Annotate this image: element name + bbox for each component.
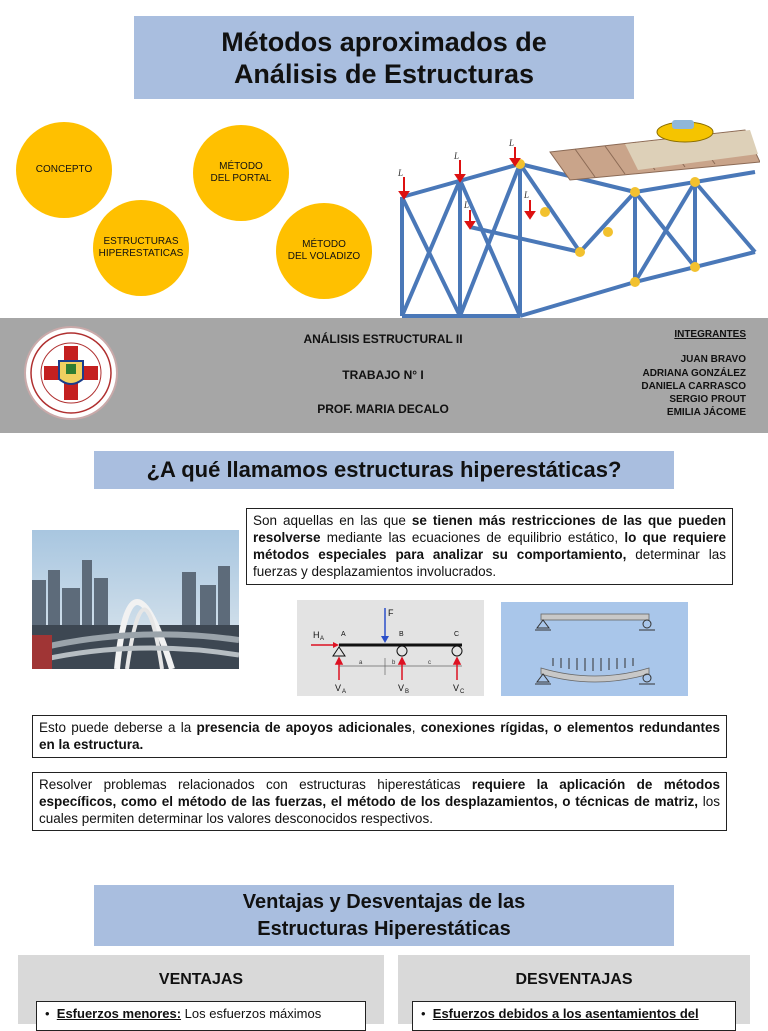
circle-concepto-label: CONCEPTO xyxy=(35,164,93,175)
car-icon xyxy=(657,120,713,142)
pros-cons-line-1: Ventajas y Desventajas de las xyxy=(242,890,526,913)
va-label: V xyxy=(335,683,342,693)
ventajas-title: VENTAJAS xyxy=(158,971,244,988)
professor-name: PROF. MARIA DECALO xyxy=(317,402,449,416)
desventajas-list xyxy=(412,1001,736,1031)
pros-cons-heading xyxy=(94,885,674,946)
university-seal xyxy=(24,326,118,420)
bridge-city-photo xyxy=(32,530,239,669)
vc-label: V xyxy=(453,683,460,693)
causes-bold-2: conexiones rígidas, o elementos redundantes en la estructura. xyxy=(39,720,720,752)
page-title xyxy=(134,16,634,99)
load-label-1: L xyxy=(398,168,404,178)
solve-text-1: Resolver problemas relacionados con estructuras hiperestáticas xyxy=(39,777,472,792)
ha-label: H xyxy=(313,630,320,640)
definition-text-2: mediante las ecuaciones de equilibrio estático, xyxy=(320,530,625,545)
circle-estructuras-label: ESTRUCTURAS HIPERESTATICAS xyxy=(98,236,184,259)
definition-text-3: determinar las fuerzas y desplazamientos involucrados. xyxy=(253,547,726,579)
solve-bold-1: requiere la aplicación de métodos específicos, como el método de las fuerzas, el método de los desplazamientos, o técnicas de matriz, xyxy=(39,777,720,809)
causes-box xyxy=(32,715,727,758)
circle-estructuras-hiperestaticas[interactable] xyxy=(93,200,189,296)
vb-subscript: B xyxy=(405,689,410,695)
ventajas-panel xyxy=(18,955,384,1024)
bullet-icon: • xyxy=(421,1006,433,1021)
member-4: SERGIO PROUT xyxy=(669,394,746,405)
node-a-label: A xyxy=(341,631,346,638)
vc-subscript: C xyxy=(460,689,465,695)
segment-c: c xyxy=(428,660,431,666)
member-1: JUAN BRAVO xyxy=(680,354,746,365)
load-label-3: L xyxy=(509,138,515,148)
vb-label: V xyxy=(398,683,405,693)
seal-emblem-icon xyxy=(26,328,116,418)
bullet-icon: • xyxy=(45,1006,57,1021)
solve-box xyxy=(32,772,727,831)
load-label-5: L xyxy=(524,190,530,200)
segment-a: a xyxy=(359,660,363,666)
definition-bold-2: lo que requiere métodos especiales para analizar su comportamiento, xyxy=(253,530,727,562)
node-c-label: C xyxy=(454,631,460,638)
definition-text-1: Son aquellas en las que xyxy=(253,513,412,528)
ventajas-item-1-bold: Esfuerzos menores: xyxy=(56,1006,182,1021)
causes-text-1: Esto puede deberse a la xyxy=(39,720,197,735)
work-number: TRABAJO N° I xyxy=(342,368,424,382)
ventajas-list xyxy=(36,1001,366,1031)
circle-concepto[interactable] xyxy=(16,122,112,218)
solve-text-2: los cuales permiten determinar los valores desconocidos respectivos. xyxy=(39,794,720,826)
segment-b: b xyxy=(392,660,396,666)
beam-diagram xyxy=(297,600,484,696)
causes-text-2: , xyxy=(411,720,421,735)
member-5: EMILIA JÁCOME xyxy=(666,407,746,418)
va-subscript: A xyxy=(342,689,347,695)
ventajas-item-1-text: Los esfuerzos máximos xyxy=(181,1006,322,1021)
title-line-1: Métodos aproximados de xyxy=(221,26,547,57)
member-2: ADRIANA GONZÁLEZ xyxy=(642,368,746,379)
desventajas-title: DESVENTAJAS xyxy=(515,971,633,988)
truss-bridge-illustration xyxy=(390,102,760,318)
course-name: ANÁLISIS ESTRUCTURAL II xyxy=(303,332,463,346)
circle-voladizo-label: MÉTODO DEL VOLADIZO xyxy=(287,239,361,262)
ha-subscript: A xyxy=(320,636,325,642)
member-3: DANIELA CARRASCO xyxy=(641,381,746,392)
load-label-4: L xyxy=(464,200,470,210)
pros-cons-line-2: Estructuras Hiperestáticas xyxy=(257,917,511,940)
desventajas-panel xyxy=(398,955,750,1024)
causes-bold-1: presencia de apoyos adicionales xyxy=(196,720,412,735)
question-text: ¿A qué llamamos estructuras hiperestáticas? xyxy=(146,457,622,482)
beam-deflection-illustration xyxy=(501,602,688,696)
definition-bold-1: se tienen más restricciones de las que pueden resolverse xyxy=(253,513,726,545)
desventajas-item-1-bold: Esfuerzos debidos a los asentamientos del xyxy=(432,1006,699,1021)
circle-metodo-portal[interactable] xyxy=(193,125,289,221)
node-b-label: B xyxy=(399,631,404,638)
circle-portal-label: MÉTODO DEL PORTAL xyxy=(210,161,272,184)
members-title: INTEGRANTES xyxy=(674,329,746,340)
circle-metodo-voladizo[interactable] xyxy=(276,203,372,299)
question-heading xyxy=(94,451,674,489)
title-line-2: Análisis de Estructuras xyxy=(233,58,535,89)
definition-box xyxy=(246,508,733,585)
force-label: F xyxy=(388,608,394,618)
load-label-2: L xyxy=(454,151,460,161)
